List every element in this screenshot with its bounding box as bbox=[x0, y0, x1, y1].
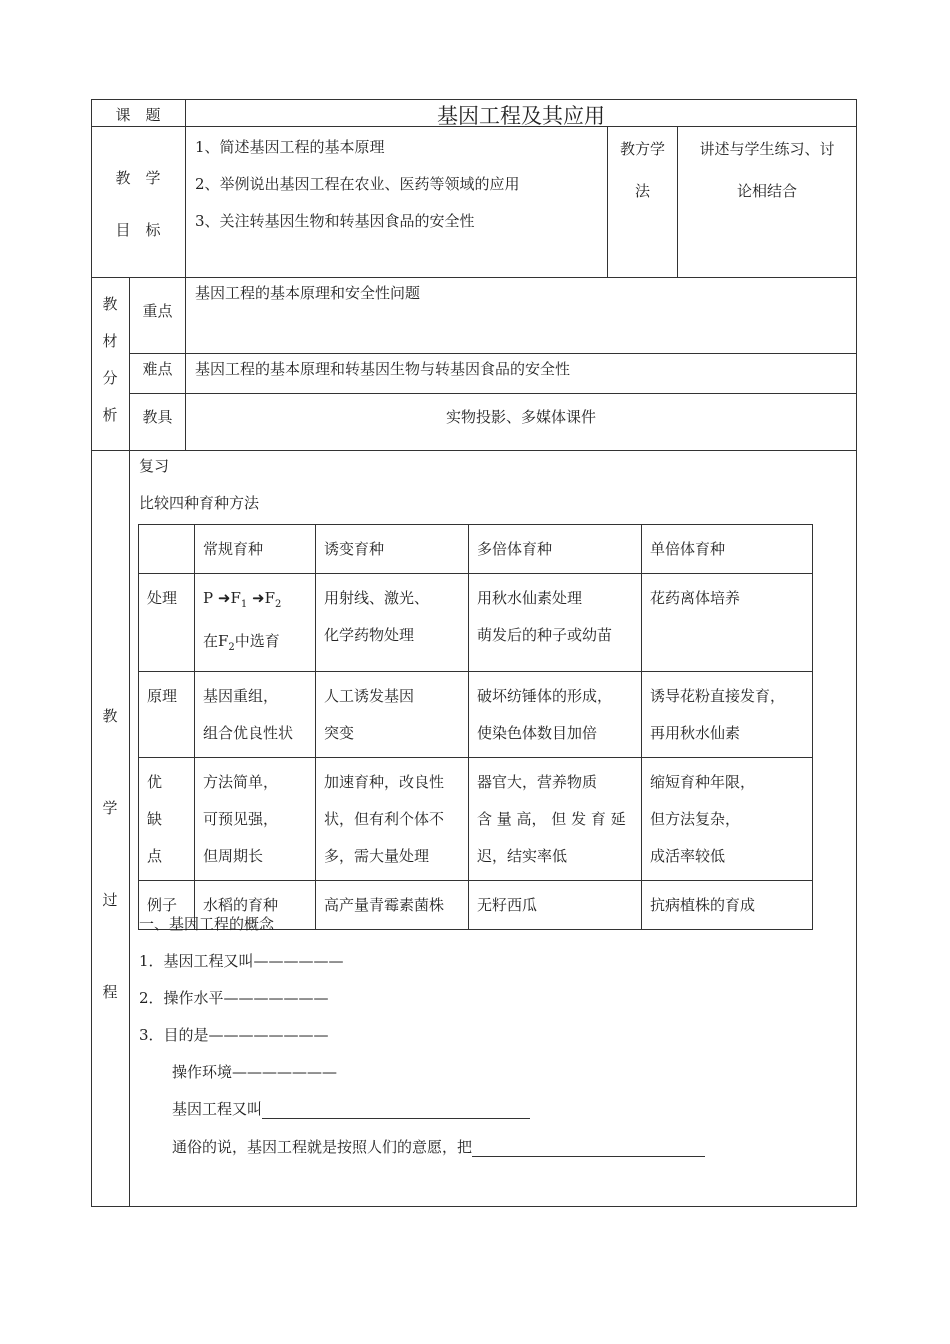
table-cell: 用射线、激光、 化学药物处理 bbox=[316, 574, 469, 672]
table-cell: 高产量青霉素菌株 bbox=[316, 881, 469, 930]
question-1: 1．基因工程又叫—————— bbox=[139, 952, 344, 970]
process-label-char: 教 bbox=[102, 707, 118, 725]
difficulty-text: 基因工程的基本原理和转基因生物与转基因食品的安全性 bbox=[195, 360, 571, 378]
objectives-label-line1: 教 学 bbox=[115, 169, 161, 187]
topic-label: 课 题 bbox=[115, 106, 161, 124]
table-cell: 抗病植株的育成 bbox=[642, 881, 813, 930]
method-text bbox=[678, 128, 856, 212]
objective-item: 3、关注转基因生物和转基因食品的安全性 bbox=[195, 212, 475, 230]
table-cell: 用秋水仙素处理 萌发后的种子或幼苗 bbox=[469, 574, 642, 672]
question-5: 基因工程又叫 bbox=[172, 1098, 530, 1119]
objective-item: 2、举例说出基因工程在农业、医药等领域的应用 bbox=[195, 175, 520, 193]
row-label: 例子 bbox=[139, 881, 195, 930]
page-title: 基因工程及其应用 bbox=[437, 104, 605, 128]
method-label bbox=[608, 128, 677, 212]
method-text-line1: 讲述与学生练习、讨 bbox=[699, 140, 835, 158]
table-header-cell: 多倍体育种 bbox=[469, 525, 642, 574]
breeding-comparison-table bbox=[138, 524, 813, 930]
question-4: 操作环境——————— bbox=[172, 1063, 338, 1081]
analysis-label-char: 分 bbox=[102, 369, 118, 387]
tools-text: 实物投影、多媒体课件 bbox=[445, 408, 596, 426]
objectives-list bbox=[195, 129, 520, 240]
answer-blank[interactable] bbox=[472, 1138, 705, 1157]
arrow-icon: ➜ bbox=[217, 589, 231, 607]
cross-selection: 在$F_2$中选育 bbox=[203, 632, 280, 653]
table-cell bbox=[195, 574, 316, 672]
method-text-line2: 论相结合 bbox=[736, 182, 797, 200]
difficulty-label: 难点 bbox=[142, 360, 173, 378]
analysis-label bbox=[91, 286, 129, 434]
analysis-label-char: 析 bbox=[102, 406, 118, 424]
process-label-char: 程 bbox=[102, 983, 118, 1001]
table-header-cell: 常规育种 bbox=[195, 525, 316, 574]
table-cell: 方法简单， 可预见强， 但周期长 bbox=[195, 758, 316, 881]
table-cell: 器官大，营养物质 含 量 高， 但 发 育 延 迟，结实率低 bbox=[469, 758, 642, 881]
table-header-cell bbox=[139, 525, 195, 574]
key-point-text: 基因工程的基本原理和安全性问题 bbox=[195, 284, 421, 302]
arrow-icon: ➜ bbox=[252, 589, 265, 607]
table-header-row bbox=[139, 525, 813, 574]
process-label-char: 学 bbox=[102, 799, 118, 817]
question-6: 通俗的说，基因工程就是按照人们的意愿，把 bbox=[172, 1136, 705, 1157]
method-label-line2: 法 bbox=[634, 182, 650, 200]
answer-blank[interactable] bbox=[262, 1100, 530, 1119]
table-cell: 人工诱发基因 突变 bbox=[316, 672, 469, 758]
table-cell: 诱导花粉直接发育， 再用秋水仙素 bbox=[642, 672, 813, 758]
objectives-label-line2: 目 标 bbox=[115, 221, 161, 239]
objectives-label bbox=[91, 152, 185, 256]
process-label bbox=[91, 670, 129, 1038]
method-label-line1: 教方学 bbox=[619, 140, 665, 158]
table-header-cell: 诱变育种 bbox=[316, 525, 469, 574]
table-row bbox=[139, 672, 813, 758]
row-label: 原理 bbox=[139, 672, 195, 758]
row-label: 处理 bbox=[139, 574, 195, 672]
analysis-label-char: 材 bbox=[102, 332, 118, 350]
row-label: 优 缺 点 bbox=[139, 758, 195, 881]
table-cell: 花药离体培养 bbox=[642, 574, 813, 672]
table-cell: 水稻的育种 bbox=[195, 881, 316, 930]
table-cell: 缩短育种年限， 但方法复杂， 成活率较低 bbox=[642, 758, 813, 881]
section-heading: 一、基因工程的概念 bbox=[139, 915, 275, 933]
table-row bbox=[139, 574, 813, 672]
question-3: 3．目的是———————— bbox=[139, 1026, 329, 1044]
objective-item: 1、简述基因工程的基本原理 bbox=[195, 138, 385, 156]
table-cell: 加速育种，改良性 状，但有利个体不 多，需大量处理 bbox=[316, 758, 469, 881]
table-header-cell: 单倍体育种 bbox=[642, 525, 813, 574]
analysis-label-char: 教 bbox=[102, 295, 118, 313]
cross-notation: P $➜F_1$ $➜F_2$ bbox=[203, 589, 282, 610]
table-cell: 破坏纺锤体的形成， 使染色体数目加倍 bbox=[469, 672, 642, 758]
question-2: 2．操作水平——————— bbox=[139, 989, 329, 1007]
tools-label: 教具 bbox=[142, 408, 173, 426]
key-point-label: 重点 bbox=[142, 302, 173, 320]
review-heading: 复习 bbox=[139, 457, 170, 475]
table-cell: 无籽西瓜 bbox=[469, 881, 642, 930]
table-row bbox=[139, 758, 813, 881]
compare-title: 比较四种育种方法 bbox=[139, 494, 260, 512]
process-label-char: 过 bbox=[102, 891, 118, 909]
table-cell: 基因重组， 组合优良性状 bbox=[195, 672, 316, 758]
